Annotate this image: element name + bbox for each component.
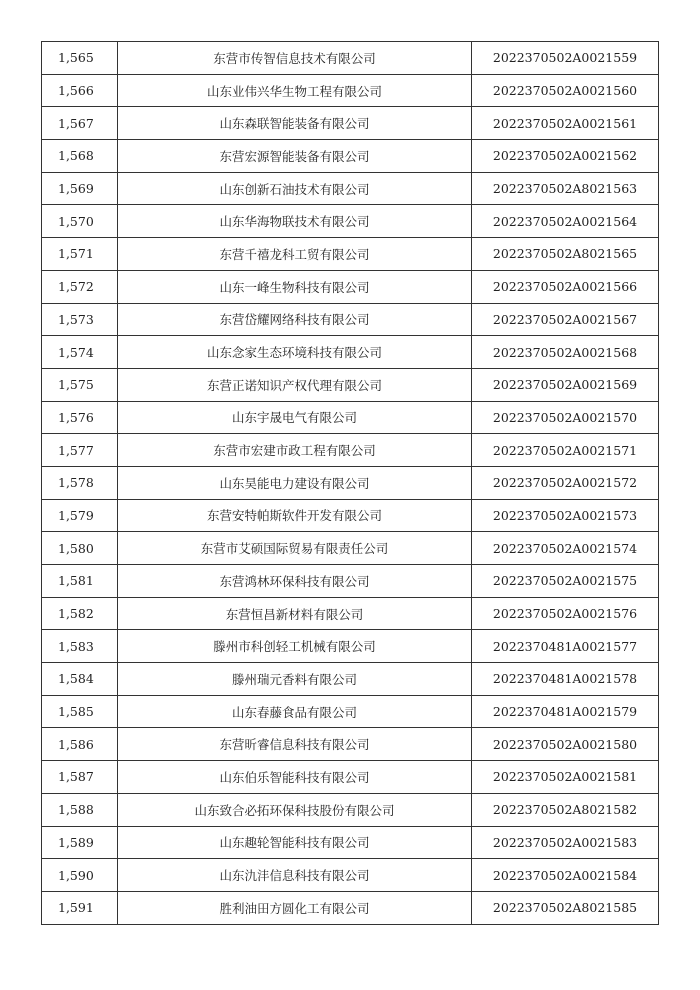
row-number-cell: 1,572 (42, 270, 118, 303)
row-number-cell: 1,570 (42, 205, 118, 238)
registration-code-cell: 2022370502A0021560 (472, 74, 659, 107)
registration-code-cell: 2022370481A0021579 (472, 695, 659, 728)
table-row (42, 42, 659, 75)
company-name-cell: 东营恒昌新材料有限公司 (118, 597, 472, 630)
row-number-cell: 1,576 (42, 401, 118, 434)
row-number-cell: 1,587 (42, 761, 118, 794)
company-name-cell: 山东趣轮智能科技有限公司 (118, 826, 472, 859)
company-name-cell: 山东华海物联技术有限公司 (118, 205, 472, 238)
row-number-cell: 1,586 (42, 728, 118, 761)
registration-code-cell: 2022370502A0021584 (472, 859, 659, 892)
company-name-cell: 东营市艾硕国际贸易有限责任公司 (118, 532, 472, 565)
table-row (42, 826, 659, 859)
row-number-cell: 1,579 (42, 499, 118, 532)
company-name-cell: 东营千禧龙科工贸有限公司 (118, 238, 472, 271)
company-name-cell: 山东一峰生物科技有限公司 (118, 270, 472, 303)
table-row (42, 140, 659, 173)
company-name-cell: 山东念家生态环境科技有限公司 (118, 336, 472, 369)
company-name-cell: 胜利油田方圆化工有限公司 (118, 891, 472, 924)
table-row (42, 205, 659, 238)
registration-code-cell: 2022370502A0021561 (472, 107, 659, 140)
row-number-cell: 1,589 (42, 826, 118, 859)
company-name-cell: 东营安特帕斯软件开发有限公司 (118, 499, 472, 532)
registration-code-cell: 2022370502A0021574 (472, 532, 659, 565)
row-number-cell: 1,582 (42, 597, 118, 630)
table-row (42, 630, 659, 663)
table-row (42, 499, 659, 532)
row-number-cell: 1,591 (42, 891, 118, 924)
company-name-cell: 山东致合必拓环保科技股份有限公司 (118, 793, 472, 826)
company-name-cell: 山东春藤食品有限公司 (118, 695, 472, 728)
table-row (42, 336, 659, 369)
registration-code-cell: 2022370502A8021563 (472, 172, 659, 205)
table-row (42, 597, 659, 630)
company-name-cell: 东营岱耀网络科技有限公司 (118, 303, 472, 336)
registration-code-cell: 2022370502A0021573 (472, 499, 659, 532)
table-row (42, 401, 659, 434)
table-row (42, 695, 659, 728)
registration-code-cell: 2022370502A0021572 (472, 466, 659, 499)
row-number-cell: 1,583 (42, 630, 118, 663)
company-name-cell: 东营市宏建市政工程有限公司 (118, 434, 472, 467)
table-row (42, 368, 659, 401)
registration-code-cell: 2022370502A8021582 (472, 793, 659, 826)
company-name-cell: 山东昊能电力建设有限公司 (118, 466, 472, 499)
registration-code-cell: 2022370502A0021568 (472, 336, 659, 369)
row-number-cell: 1,571 (42, 238, 118, 271)
table-body (42, 42, 659, 925)
table-row (42, 565, 659, 598)
company-name-cell: 山东氿沣信息科技有限公司 (118, 859, 472, 892)
row-number-cell: 1,573 (42, 303, 118, 336)
company-name-cell: 山东伯乐智能科技有限公司 (118, 761, 472, 794)
table-row (42, 761, 659, 794)
registration-code-cell: 2022370502A0021580 (472, 728, 659, 761)
company-name-cell: 东营宏源智能装备有限公司 (118, 140, 472, 173)
company-name-cell: 滕州市科创轻工机械有限公司 (118, 630, 472, 663)
table-row (42, 303, 659, 336)
company-name-cell: 东营市传智信息技术有限公司 (118, 42, 472, 75)
registration-code-cell: 2022370502A0021576 (472, 597, 659, 630)
table-row (42, 891, 659, 924)
registration-code-cell: 2022370502A0021570 (472, 401, 659, 434)
row-number-cell: 1,568 (42, 140, 118, 173)
registration-code-cell: 2022370502A0021567 (472, 303, 659, 336)
registration-code-cell: 2022370481A0021577 (472, 630, 659, 663)
company-name-cell: 山东创新石油技术有限公司 (118, 172, 472, 205)
registration-code-cell: 2022370502A0021583 (472, 826, 659, 859)
company-name-cell: 东营正诺知识产权代理有限公司 (118, 368, 472, 401)
table-row (42, 107, 659, 140)
row-number-cell: 1,580 (42, 532, 118, 565)
table-row (42, 793, 659, 826)
table-row (42, 434, 659, 467)
table-row (42, 728, 659, 761)
table-row (42, 172, 659, 205)
table-row (42, 466, 659, 499)
company-name-cell: 滕州瑞元香料有限公司 (118, 663, 472, 696)
registration-code-cell: 2022370502A0021581 (472, 761, 659, 794)
registration-code-cell: 2022370502A8021565 (472, 238, 659, 271)
row-number-cell: 1,581 (42, 565, 118, 598)
table-row (42, 532, 659, 565)
registration-code-cell: 2022370502A0021566 (472, 270, 659, 303)
registration-code-cell: 2022370502A0021559 (472, 42, 659, 75)
row-number-cell: 1,569 (42, 172, 118, 205)
table-row (42, 74, 659, 107)
row-number-cell: 1,584 (42, 663, 118, 696)
registration-code-cell: 2022370502A0021569 (472, 368, 659, 401)
registry-table (41, 41, 659, 925)
registration-code-cell: 2022370481A0021578 (472, 663, 659, 696)
row-number-cell: 1,567 (42, 107, 118, 140)
row-number-cell: 1,565 (42, 42, 118, 75)
row-number-cell: 1,578 (42, 466, 118, 499)
registration-code-cell: 2022370502A8021585 (472, 891, 659, 924)
company-name-cell: 山东森联智能装备有限公司 (118, 107, 472, 140)
row-number-cell: 1,577 (42, 434, 118, 467)
table-row (42, 859, 659, 892)
company-name-cell: 东营昕睿信息科技有限公司 (118, 728, 472, 761)
row-number-cell: 1,575 (42, 368, 118, 401)
row-number-cell: 1,574 (42, 336, 118, 369)
table-row (42, 238, 659, 271)
row-number-cell: 1,590 (42, 859, 118, 892)
registration-code-cell: 2022370502A0021562 (472, 140, 659, 173)
row-number-cell: 1,566 (42, 74, 118, 107)
registry-table-container (41, 41, 659, 925)
company-name-cell: 山东宇晟电气有限公司 (118, 401, 472, 434)
row-number-cell: 1,588 (42, 793, 118, 826)
row-number-cell: 1,585 (42, 695, 118, 728)
company-name-cell: 山东业伟兴华生物工程有限公司 (118, 74, 472, 107)
registration-code-cell: 2022370502A0021564 (472, 205, 659, 238)
company-name-cell: 东营鸿林环保科技有限公司 (118, 565, 472, 598)
table-row (42, 663, 659, 696)
registration-code-cell: 2022370502A0021571 (472, 434, 659, 467)
table-row (42, 270, 659, 303)
registration-code-cell: 2022370502A0021575 (472, 565, 659, 598)
